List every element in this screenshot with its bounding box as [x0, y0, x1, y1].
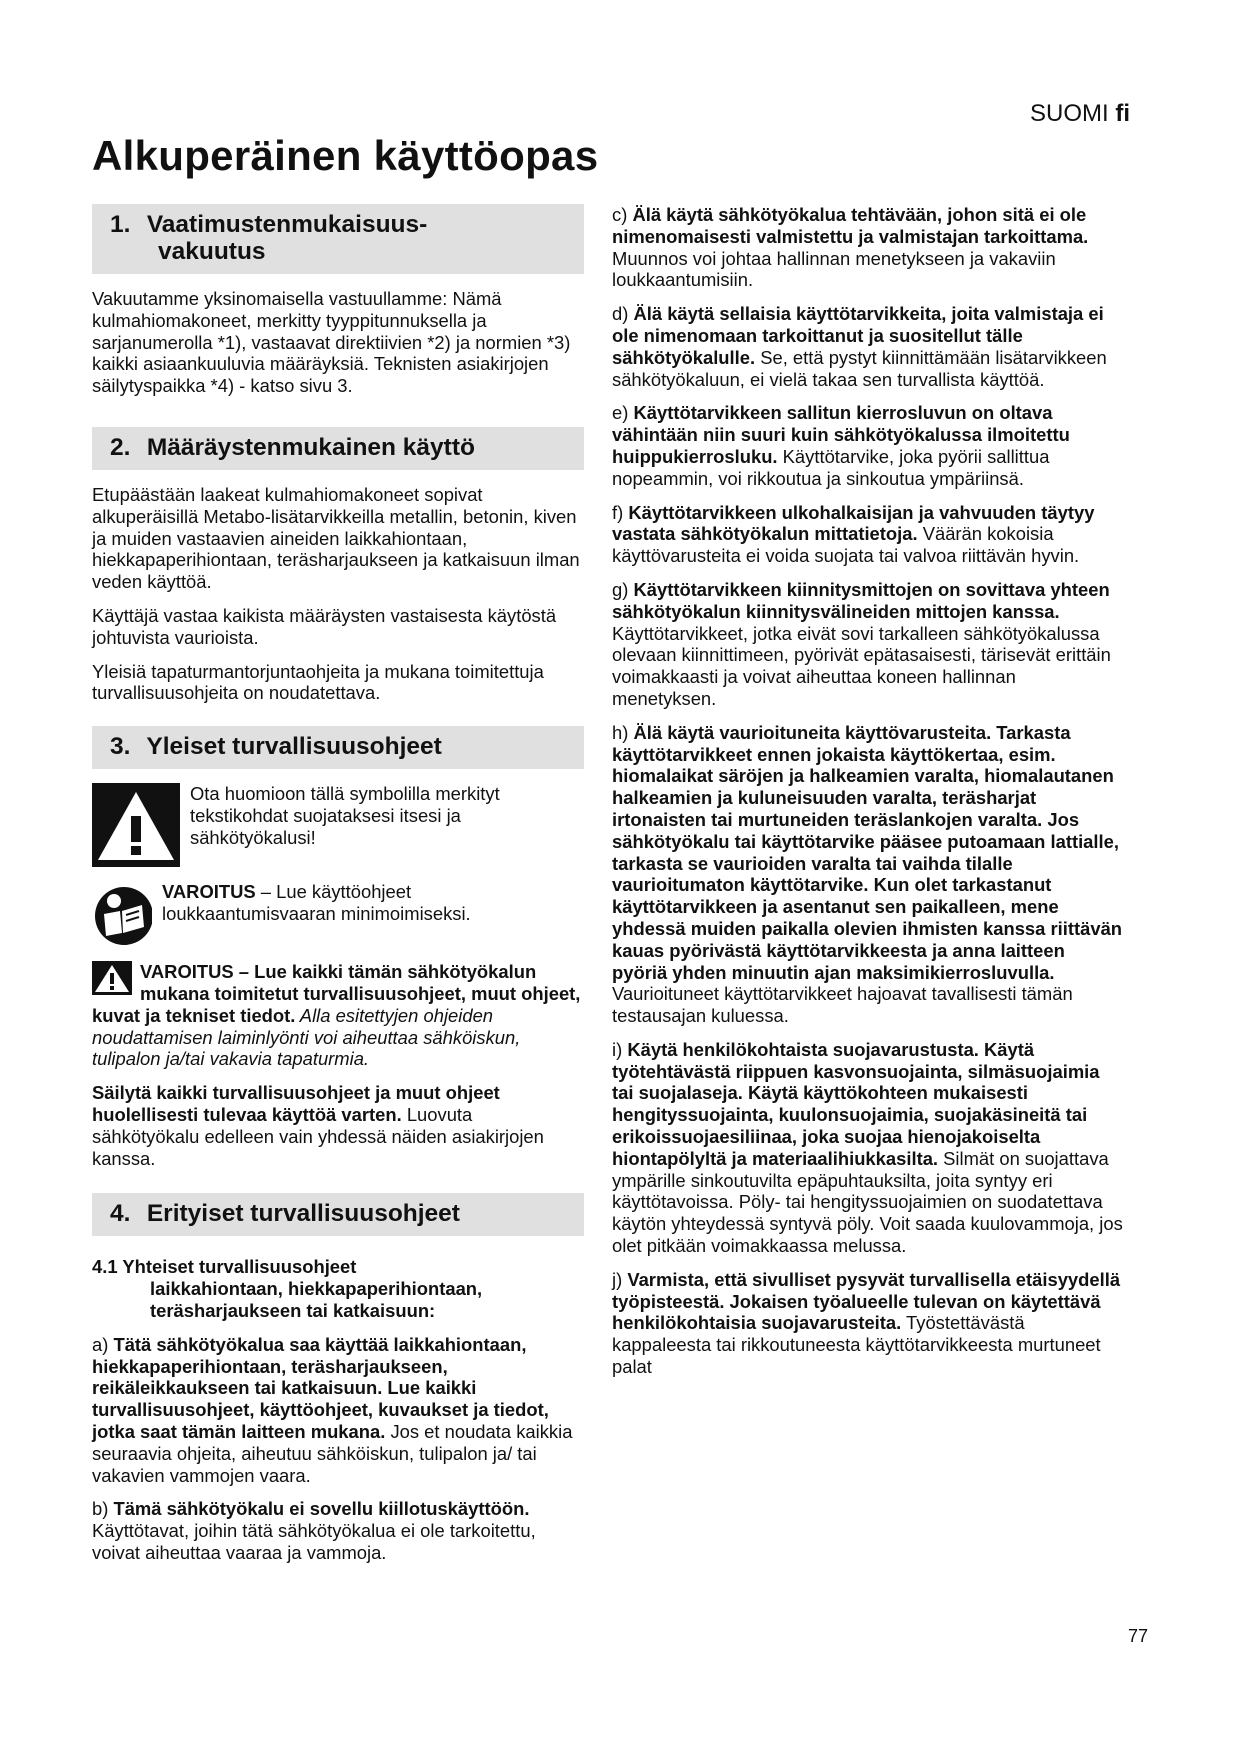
item-bold: Älä käytä sellaisia käyttötarvikkeita, joita valmistaja ei ole nimenomaan tarkoittanut ja suositellut tälle sähkötyökalulle.: [612, 303, 1104, 368]
item-label: g): [612, 578, 634, 600]
keep-instructions-text: Luovuta sähkötyökalu edelleen vain yhdessä näiden asiakirjojen kanssa.: [92, 1103, 544, 1169]
instruction-item-a: [92, 1334, 584, 1487]
item-bold: Käytä henkilökohtaista suojavarustusta. Käytä työtehtävästä riippuen kasvonsuojainta, silmäsuojaimia tai suojalaseja. Käytä käyttökohteen mukaisesti hengityssuojainta, kuulonsuojaimia, suojakäsineitä tai erikoissuojaesiliinaa, joka suojaa hienojakoiselta hiontapölyltä ja materiaalihiukkasilta.: [612, 1038, 1100, 1169]
item-bold: Tämä sähkötyökalu ei sovellu kiillotuskäyttöön.: [113, 1498, 530, 1520]
section-2-paragraph: Yleisiä tapaturmantorjuntaohjeita ja mukana toimitettuja turvallisuusohjeita on noudatettava.: [92, 660, 544, 704]
section-title-line2: vakuutus: [158, 238, 266, 265]
read-manual-note: [92, 881, 584, 947]
item-bold: Käyttötarvikkeen kiinnitysmittojen on sovittava yhteen sähkötyökalun kiinnitysvälineiden mittojen kanssa.: [612, 578, 1110, 622]
item-bold: Tätä sähkötyökalua saa käyttää laikkahiontaan, hiekkapaperihiontaan, teräsharjaukseen, reikäleikkaukseen tai katkaisuun. Lue kaikki turvallisuusohjeet, käyttöohjeet, kuvaukset ja tiedot, jotka saat tämän laitteen mukana.: [92, 1333, 549, 1442]
keep-instructions-bold: Säilytä kaikki turvallisuusohjeet ja muut ohjeet huolellisesti tulevaa käyttöä varten.: [92, 1082, 500, 1125]
instruction-item-f: [612, 502, 1124, 567]
section-number: 4.: [110, 1200, 131, 1228]
warning-triangle-icon: [92, 783, 180, 867]
subsection-number: 4.1: [92, 1256, 118, 1278]
item-text: Käyttötavat, joihin tätä sähkötyökalua ei ole tarkoitettu, voivat aiheuttaa vaaraa ja vammoja.: [92, 1520, 536, 1563]
item-text: Se, että pystyt kiinnittämään lisätarvikkeen sähkötyökaluun, ei vielä takaa sen turvallista käyttöä.: [612, 346, 1107, 390]
item-label: b): [92, 1498, 114, 1520]
general-warning-italic: Alla esitettyjen ohjeiden noudattamisen laiminlyönti voi aiheuttaa sähköiskun, tulipalon ja/tai vakavia tapaturmia.: [92, 1004, 521, 1070]
section-title: Määräystenmukainen käyttö: [146, 433, 475, 461]
item-bold: Käyttötarvikkeen ulkohalkaisijan ja vahvuuden täytyy vastata sähkötyökalun mittatietoja.: [612, 501, 1095, 545]
section-title: Erityiset turvallisuusohjeet: [146, 1200, 460, 1228]
item-label: c): [612, 204, 633, 225]
instruction-item-g: [612, 579, 1124, 710]
item-label: d): [612, 303, 634, 325]
page-title: Alkuperäinen käyttöopas: [92, 132, 599, 179]
item-label: j): [612, 1268, 628, 1290]
warning-symbol-text: Ota huomioon tällä symbolilla merkityt tekstikohdat suojataksesi itsesi ja sähkötyökalusi!: [190, 783, 500, 848]
left-column: [92, 204, 584, 1576]
section-number: 2.: [110, 433, 131, 461]
section-title: Yleiset turvallisuusohjeet: [146, 733, 442, 761]
item-text: Jos et noudata kaikkia seuraavia ohjeita, aiheutuu sähköiskun, tulipalon ja/ tai vakavien vammojen vaara.: [92, 1420, 573, 1486]
instruction-item-d: [612, 303, 1124, 390]
section-2-paragraph: Käyttäjä vastaa kaikista määräysten vastaisesta käytöstä johtuvista vaurioista.: [92, 604, 557, 648]
read-manual-icon: [92, 881, 152, 947]
language-label: [1030, 100, 1130, 128]
item-bold: Varmista, että sivulliset pysyvät turvallisella etäisyydellä työpisteestä. Jokaisen työalueelle tulevan on käytettävä henkilökohtaisia suojavarusteita.: [612, 1268, 1121, 1334]
section-1-heading: [92, 204, 584, 274]
item-bold: Älä käytä vaurioituneita käyttövarusteita. Tarkasta käyttötarvikkeet ennen jokaista käyttökertaa, esim. hiomalaikat säröjen ja halkeamien varalta, hiomalautanen halkeamien ja kuluneisuuden varalta, teräsharjat irtonaisten tai murtuneiden teräslankojen varalta. Jos sähkötyökalu tai käyttötarvike pääsee putoamaan lattialle, tarkasta se vaurioiden varalta tai vaihda tilalle vaurioitumaton käyttötarvike. Kun olet tarkastanut käyttötarvikkeen ja asentanut sen paikalleen, mene yhdessä muiden paikalla olevien ihmisten kanssa riittävän kauas pyörivästä käyttötarvikkeesta ja anna laitteen pyöriä yhden minuutin ajan maksimikierrosluvulla.: [612, 721, 1123, 983]
instruction-item-c: [612, 204, 1124, 291]
subsection-4-1-heading: [92, 1256, 584, 1321]
instruction-item-i: [612, 1039, 1124, 1257]
item-text: Työstettävästä kappaleesta tai rikkoutuneesta käyttötarvikkeesta murtuneet palat: [612, 1312, 1101, 1378]
right-column: [612, 204, 1124, 1390]
instruction-item-h: [612, 722, 1124, 1027]
keep-instructions: [92, 1082, 584, 1169]
item-label: e): [612, 402, 634, 424]
instruction-item-e: [612, 402, 1124, 489]
item-text: Käyttötarvike, joka pyörii sallittua nopeammin, voi rikkoutua ja sinkoutua ympäriinsä.: [612, 445, 1050, 489]
item-bold: Käyttötarvikkeen sallitun kierrosluvun on oltava vähintään niin suuri kuin sähkötyökalussa ilmoitettu huippukierrosluku.: [612, 402, 1070, 467]
general-warning-bold: VAROITUS – Lue kaikki tämän sähkötyökalun mukana toimitetut turvallisuusohjeet, muut ohjeet, kuvat ja tekniset tiedot.: [92, 961, 581, 1026]
item-label: f): [612, 501, 629, 523]
item-label: a): [92, 1333, 114, 1355]
instruction-item-j: [612, 1269, 1124, 1378]
section-2-paragraph: Etupäästään laakeat kulmahiomakoneet sopivat alkuperäisillä Metabo-lisätarvikkeilla metallin, betonin, kiven ja muiden vastaavien aineiden laikkahiontaan, hiekkapaperihiontaan, teräsharjaukseen ja katkaisuun ilman veden käyttöä.: [92, 483, 580, 593]
item-text: Käyttötarvikkeet, jotka eivät sovi tarkalleen sähkötyökalussa olevaan kiinnittimeen, pyörivät epätasaisesti, tärisevät erittäin voimakkaasti ja voivat aiheuttaa koneen hallinnan menetyksen.: [612, 622, 1111, 709]
page-number: 77: [1128, 1626, 1149, 1646]
language-code: fi: [1115, 100, 1130, 127]
warning-symbol-note: [92, 783, 584, 867]
section-number: 1.: [110, 211, 131, 238]
section-3-heading: [92, 726, 584, 769]
section-number: 3.: [110, 733, 131, 761]
small-warning-triangle-icon: [92, 961, 132, 995]
subsection-title-line1: Yhteiset turvallisuusohjeet: [122, 1256, 357, 1278]
item-text: Muunnos voi johtaa hallinnan menetykseen ja vakaviin loukkaantumisiin.: [612, 247, 1056, 291]
item-text: Vaurioituneet käyttötarvikkeet hajoavat tavallisesti tämän testausajan kuluessa.: [612, 983, 1073, 1027]
manual-warning-label: VAROITUS: [162, 881, 256, 903]
manual-warning-text: – Lue käyttöohjeet loukkaantumisvaaran minimoimiseksi.: [162, 881, 471, 924]
section-2-heading: [92, 427, 584, 470]
section-4-heading: [92, 1193, 584, 1236]
section-1-body: Vakuutamme yksinomaisella vastuullamme: Nämä kulmahiomakoneet, merkitty tyyppitunnuksella ja sarjanumerolla *1), vastaavat direktiivien *2) ja normien *3) kaikki asiaankuuluvia määräyksiä. Teknisten asiakirjojen säilytyspaikka *4) - katso sivu 3.: [92, 288, 571, 397]
instruction-item-b: [92, 1498, 584, 1563]
section-title-line1: Vaatimustenmukaisuus-: [146, 211, 428, 238]
subsection-title-rest: laikkahiontaan, hiekkapaperihiontaan, teräsharjaukseen tai katkaisuun:: [150, 1278, 483, 1321]
item-bold: Älä käytä sähkötyökalua tehtävään, johon sitä ei ole nimenomaisesti valmistettu ja valmistajan tarkoittama.: [612, 204, 1089, 247]
language-name: SUOMI: [1029, 100, 1109, 127]
item-text: Väärän kokoisia käyttövarusteita ei voida suojata tai valvoa riittävän hyvin.: [612, 523, 1080, 567]
general-warning: [92, 961, 584, 1070]
item-label: h): [612, 721, 634, 743]
item-text: Silmät on suojattava ympärille sinkoutuvilta epäpuhtauksilta, joita syntyy eri käyttötavoissa. Pöly- tai hengityssuojaimien on suodatettava käytön yhteydessä syntyvä pöly. Voit saada kuulovammoja, jos olet pitkään voimakkaassa melussa.: [612, 1147, 1123, 1257]
item-label: i): [612, 1038, 628, 1060]
